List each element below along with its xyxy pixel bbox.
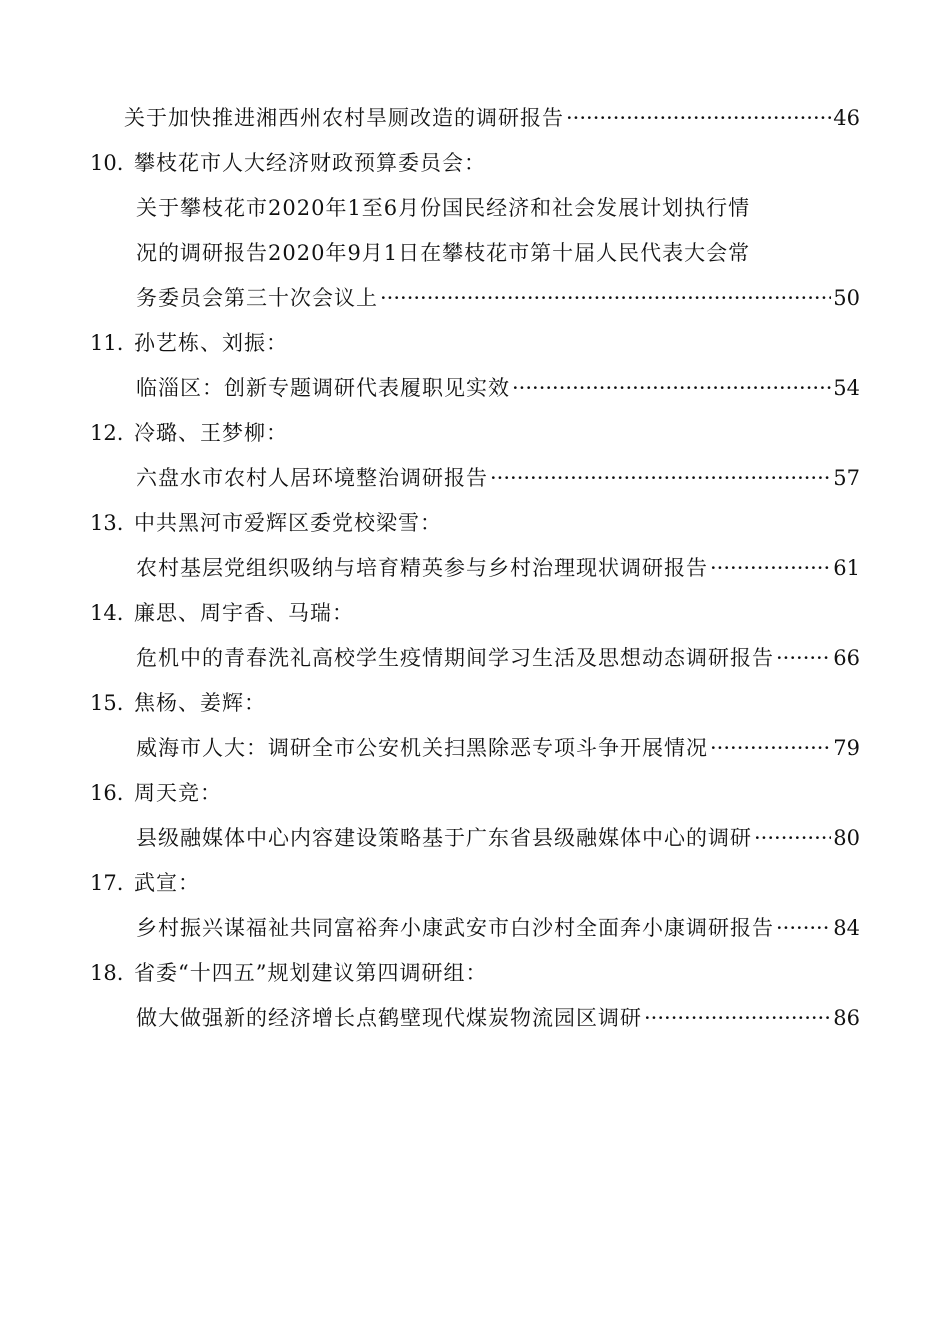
toc-entry-title-line: 况的调研报告2020年9月1日在攀枝花市第十届人民代表大会常	[136, 241, 751, 265]
toc-entry	[124, 98, 860, 138]
toc-page-number: 79	[833, 736, 860, 760]
dot-leader	[754, 818, 831, 858]
section-number: 13.	[90, 511, 124, 535]
dot-leader	[566, 98, 831, 138]
toc-page-number: 57	[833, 466, 860, 490]
dot-leader	[776, 908, 831, 948]
toc-section-heading	[90, 953, 487, 993]
section-number: 18.	[90, 961, 124, 985]
dot-leader	[490, 458, 831, 498]
section-author: 孙艺栋、刘振：	[134, 331, 288, 355]
toc-entry	[136, 368, 860, 408]
toc-entry	[136, 638, 860, 678]
toc-section-heading	[90, 503, 442, 543]
section-author: 冷璐、王梦柳：	[134, 421, 288, 445]
toc-entry	[136, 548, 860, 588]
toc-entry-title: 做大做强新的经济增长点鹤壁现代煤炭物流园区调研	[136, 1006, 642, 1030]
section-number: 17.	[90, 871, 124, 895]
dot-leader	[380, 278, 831, 318]
dot-leader	[644, 998, 831, 1038]
toc-section-heading	[90, 413, 288, 453]
section-author: 周天竞：	[134, 781, 222, 805]
toc-entry-title: 县级融媒体中心内容建设策略基于广东省县级融媒体中心的调研	[136, 826, 752, 850]
section-author: 中共黑河市爱辉区委党校梁雪：	[134, 511, 442, 535]
dot-leader	[710, 728, 831, 768]
toc-section-heading	[90, 863, 200, 903]
toc-section-heading	[90, 323, 288, 363]
toc-entry	[136, 458, 860, 498]
toc-page-number: 46	[833, 106, 860, 130]
section-number: 16.	[90, 781, 124, 805]
toc-entry-title: 关于加快推进湘西州农村旱厕改造的调研报告	[124, 106, 564, 130]
section-number: 14.	[90, 601, 124, 625]
section-number: 10.	[90, 151, 124, 175]
section-number: 15.	[90, 691, 124, 715]
section-author: 攀枝花市人大经济财政预算委员会：	[134, 151, 486, 175]
toc-page-number: 86	[833, 1006, 860, 1030]
section-author: 省委“十四五”规划建议第四调研组：	[134, 961, 488, 985]
toc-entry	[136, 278, 860, 318]
section-number: 12.	[90, 421, 124, 445]
toc-entry	[136, 998, 860, 1038]
toc-entry	[136, 908, 860, 948]
dot-leader	[776, 638, 831, 678]
dot-leader	[710, 548, 831, 588]
toc-entry-title: 威海市人大：调研全市公安机关扫黑除恶专项斗争开展情况	[136, 736, 708, 760]
section-number: 11.	[90, 331, 124, 355]
toc-section-heading	[90, 683, 266, 723]
toc-entry	[136, 818, 860, 858]
toc-page-number: 54	[833, 376, 860, 400]
toc-entry	[136, 728, 860, 768]
section-author: 廉思、周宇香、马瑞：	[134, 601, 354, 625]
section-author: 武宣：	[134, 871, 200, 895]
toc-entry-title: 乡村振兴谋福祉共同富裕奔小康武安市白沙村全面奔小康调研报告	[136, 916, 774, 940]
toc-entry-title-line: 关于攀枝花市2020年1至6月份国民经济和社会发展计划执行情	[136, 196, 751, 220]
section-author: 焦杨、姜辉：	[134, 691, 266, 715]
toc-page-number: 61	[833, 556, 860, 580]
toc-entry-title: 六盘水市农村人居环境整治调研报告	[136, 466, 488, 490]
toc-page-number: 50	[833, 286, 860, 310]
toc-entry-title: 农村基层党组织吸纳与培育精英参与乡村治理现状调研报告	[136, 556, 708, 580]
toc-page-number: 66	[833, 646, 860, 670]
toc-page-number: 84	[833, 916, 860, 940]
toc-entry-title: 务委员会第三十次会议上	[136, 286, 378, 310]
toc-section-heading	[90, 593, 354, 633]
toc-section-heading	[90, 143, 486, 183]
toc-page-number: 80	[833, 826, 860, 850]
toc-entry-title: 危机中的青春洗礼高校学生疫情期间学习生活及思想动态调研报告	[136, 646, 774, 670]
toc-section-heading	[90, 773, 222, 813]
dot-leader	[512, 368, 831, 408]
toc-entry-title: 临淄区：创新专题调研代表履职见实效	[136, 376, 510, 400]
